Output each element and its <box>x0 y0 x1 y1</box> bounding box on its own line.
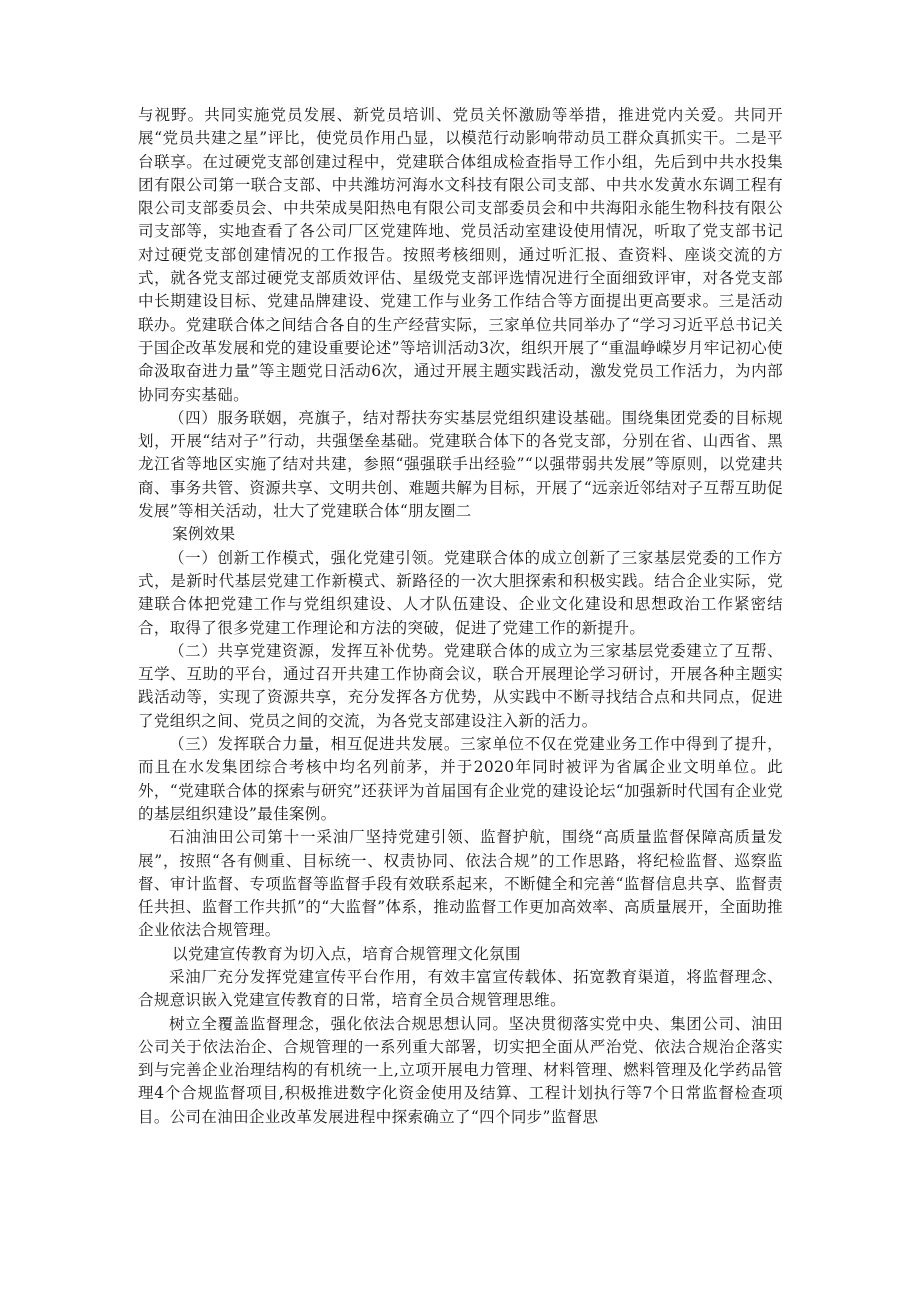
section-heading-case-effect: 案例效果 <box>172 525 236 544</box>
section-heading-publicity: 以党建宣传教育为切入点，培育合规管理文化氛围 <box>172 944 521 963</box>
paragraph-service-alliance: （四）服务联姻，亮旗子，结对帮扶夯实基层党组织建设基础。围绕集团党委的目标规划，开展“结对子”行动，共强堡垒基础。党建联合体下的各党支部，分别在省、山西省、黑龙江省等地区实施了结对共建，参照“强强联手出经验”“以强带弱共发展”等原则，以党建共商、事务共管、资源共享、文明共创、难题共解为目标，开展了“远亲近邻结对子互帮互助促发展”等相关活动，壮大了党建联合体“朋友圈二 <box>138 408 783 521</box>
document-page <box>138 104 783 1129</box>
paragraph-publicity-platform: 采油厂充分发挥党建宣传平台作用，有效丰富宣传载体、拓宽教育渠道，将监督理念、合规意识嵌入党建宣传教育的日常，培育全员合规管理思维。 <box>138 967 783 1010</box>
paragraph-innovation: （一）创新工作模式，强化党建引领。党建联合体的成立创新了三家基层党委的工作方式，是新时代基层党建工作新模式、新路径的一次大胆探索和积极实践。结合企业实际，党建联合体把党建工作与党组织建设、人才队伍建设、企业文化建设和思想政治工作紧密结合，取得了很多党建工作理论和方法的突破，促进了党建工作的新提升。 <box>138 548 783 637</box>
paragraph-supervision-concept: 树立全覆盖监督理念，强化依法合规思想认同。坚决贯彻落实党中央、集团公司、油田公司关于依法治企、合规管理的一系列重大部署，切实把全面从严治党、依法合规治企落实到与完善企业治理结构的有机统一上,立项开展电力管理、材料管理、燃料管理及化学药品管理4个合规监督项目,积极推进数字化资金使用及结算、工程计划执行等7个日常监督检查项目。公司在油田企业改革发展进程中探索确立了“四个同步”监督思 <box>138 1014 783 1126</box>
paragraph-resource-sharing: （二）共享党建资源，发挥互补优势。党建联合体的成立为三家基层党委建立了互帮、互学、互助的平台，通过召开共建工作协商会议，联合开展理论学习研讨，开展各种主题实践活动等，实现了资源共享，充分发挥各方优势，从实践中不断寻找结合点和共同点，促进了党组织之间、党员之间的交流，为各党支部建设注入新的活力。 <box>138 641 783 730</box>
paragraph-oil-plant: 石油油田公司第十一采油厂坚持党建引领、监督护航，围绕“高质量监督保障高质量发展”，按照“各有侧重、目标统一、权责协同、依法合规”的工作思路，将纪检监督、巡察监督、审计监督、专项监督等监督手段有效联系起来，不断健全和完善“监督信息共享、监督责任共担、监督工作共抓”的“大监督”体系，推动监督工作更加高效率、高质量展开，全面助推企业依法合规管理。 <box>138 828 783 940</box>
paragraph-continuation: 与视野。共同实施党员发展、新党员培训、党员关怀激励等举措，推进党内关爱。共同开展“党员共建之星”评比，使党员作用凸显，以模范行动影响带动员工群众真抓实干。二是平台联享。在过硬党支部创建过程中，党建联合体组成检查指导工作小组，先后到中共水投集团有限公司第一联合支部、中共潍坊河海水文科技有限公司支部、中共水发黄水东调工程有限公司支部委员会、中共荣成昊阳热电有限公司支部委员会和中共海阳永能生物科技有限公司支部等，实地查看了各公司厂区党建阵地、党员活动室建设使用情况，听取了党支部书记对过硬党支部创建情况的工作报告。按照考核细则，通过听汇报、查资料、座谈交流的方式，就各党支部过硬党支部质效评估、星级党支部评选情况进行全面细致评审，对各党支部中长期建设目标、党建品牌建设、党建工作与业务工作结合等方面提出更高要求。三是活动联办。党建联合体之间结合各自的生产经营实际，三家单位共同举办了“学习习近平总书记关于国企改革发展和党的建设重要论述”等培训活动3次，组织开展了“重温峥嵘岁月牢记初心使命汲取奋进力量”等主题党日活动6次，通过开展主题实践活动，激发党员工作活力，为内部协同夯实基础。 <box>138 106 783 404</box>
paragraph-joint-strength: （三）发挥联合力量，相互促进共发展。三家单位不仅在党建业务工作中得到了提升，而且在水发集团综合考核中均名列前茅，并于2020年同时被评为省属企业文明单位。此外，“党建联合体的探索与研究”还获评为首届国有企业党的建设论坛“加强新时代国有企业党的基层组织建设”最佳案例。 <box>138 735 783 823</box>
